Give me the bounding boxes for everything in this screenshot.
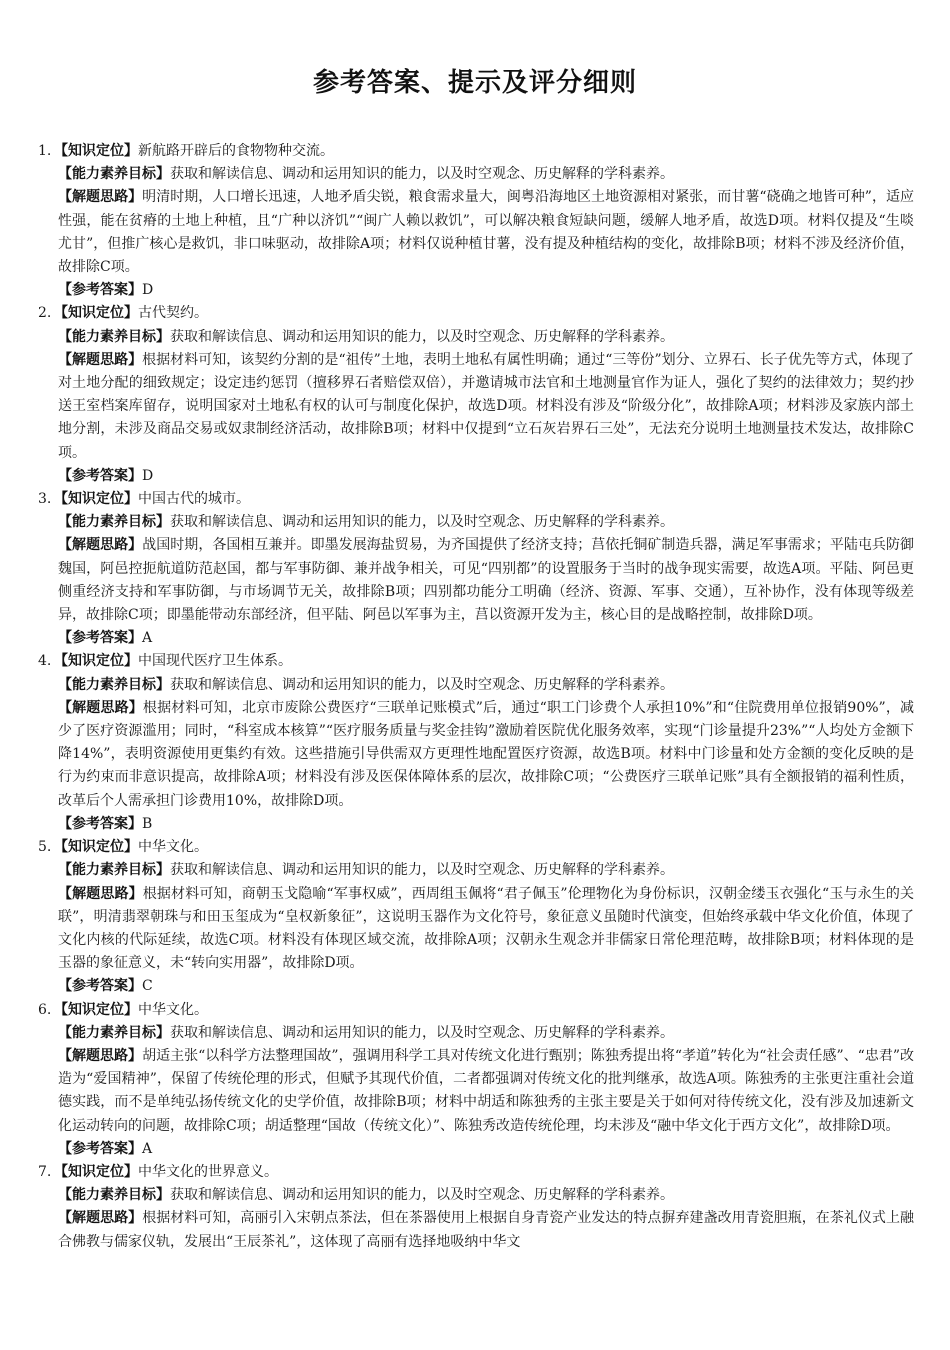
knowledge-label: 【知识定位】 — [54, 491, 138, 508]
idea-text: 战国时期，各国相互兼并。即墨发展海盐贸易，为齐国提供了经济支持；莒依托铜矿制造兵器，满足军事需求；平陆屯兵防御魏国，阿邑控扼航道防范赵国，都与军事防御、兼并战争相关，可见“四别都”的设置服务于当时的战争现实需要，故选A项。平陆、阿邑更侧重经济支持和军事防御，与市场调节无关，故排除B项；四别都功能分工明确（经济、资源、军事、交通），互补协作，没有体现等级差异，故排除C项；即墨能带动东部经济，但平陆、阿邑以军事为主，莒以资源开发为主，核心目的是战略控制，故排除D项。 — [58, 537, 914, 624]
question-block — [38, 1161, 914, 1254]
answer-row — [58, 813, 914, 836]
knowledge-row — [38, 999, 914, 1022]
knowledge-row — [38, 836, 914, 859]
question-number: 3. — [38, 491, 52, 508]
question-block — [38, 999, 914, 1161]
question-number: 5. — [38, 839, 52, 856]
idea-text: 根据材料可知，高丽引入宋朝点茶法，但在茶器使用上根据自身青瓷产业发达的特点摒弃建盏改用青瓷胆瓶，在茶礼仪式上融合佛教与儒家仪轨，发展出“王辰茶礼”，这体现了高丽有选择地吸纳中华文 — [58, 1210, 914, 1250]
question-block — [38, 140, 914, 302]
question-number: 6. — [38, 1001, 52, 1018]
answer-row — [58, 627, 914, 650]
knowledge-label: 【知识定位】 — [54, 1163, 138, 1180]
question-block — [38, 836, 914, 998]
ability-label: 【能力素养目标】 — [58, 514, 170, 531]
answer-label: 【参考答案】 — [58, 815, 142, 832]
ability-row — [58, 163, 914, 186]
knowledge-text: 中华文化。 — [138, 839, 208, 856]
answer-label: 【参考答案】 — [58, 282, 142, 299]
ability-row — [58, 1184, 914, 1207]
idea-row — [58, 883, 914, 976]
knowledge-label: 【知识定位】 — [54, 305, 138, 322]
idea-label: 【解题思路】 — [58, 885, 143, 902]
knowledge-row — [38, 302, 914, 325]
idea-text: 明清时期，人口增长迅速，人地矛盾尖锐，粮食需求量大，闽粤沿海地区土地资源相对紧张，而甘薯“硗确之地皆可种”，适应性强，能在贫瘠的土地上种植，且“广种以济饥”“闽广人赖以救饥”，可以解决粮食短缺问题，缓解人地矛盾，故选D项。材料仅提及“生啖尤甘”，但推广核心是救饥，非口味驱动，故排除A项；材料仅说种植甘薯，没有提及种植结构的变化，故排除B项；材料不涉及经济价值，故排除C项。 — [58, 189, 915, 276]
knowledge-text: 中华文化。 — [138, 1001, 208, 1018]
knowledge-text: 中国古代的城市。 — [138, 491, 250, 508]
ability-label: 【能力素养目标】 — [58, 1187, 170, 1204]
answer-label: 【参考答案】 — [58, 1140, 142, 1157]
ability-text: 获取和解读信息、调动和运用知识的能力，以及时空观念、历史解释的学科素养。 — [170, 1024, 674, 1041]
knowledge-text: 新航路开辟后的食物物种交流。 — [138, 143, 334, 159]
knowledge-text: 古代契约。 — [138, 305, 208, 322]
answer-text: A — [142, 630, 153, 647]
question-number: 7. — [38, 1163, 52, 1180]
idea-text: 胡适主张“以科学方法整理国故”，强调用科学工具对传统文化进行甄别；陈独秀提出将“孝道”转化为“社会责任感”、“忠君”改造为“爱国精神”，保留了传统伦理的形式，但赋予其现代价值，二者都强调对传统文化的批判继承，故选A项。陈独秀的主张更注重社会道德实践，而不是单纯弘扬传统文化的史学价值，故排除B项；材料中胡适和陈独秀的主张主要是关于如何对待传统文化，没有涉及加速新文化运动转向的问题，故排除C项；胡适整理“国故（传统文化）”、陈独秀改造传统伦理，均未涉及“融中华文化于西方文化”，故排除D项。 — [58, 1047, 914, 1134]
question-number: 4. — [38, 653, 52, 670]
ability-text: 获取和解读信息、调动和运用知识的能力，以及时空观念、历史解释的学科素养。 — [170, 166, 674, 183]
ability-label: 【能力素养目标】 — [58, 862, 170, 879]
idea-label: 【解题思路】 — [58, 1210, 143, 1227]
answer-content — [38, 140, 914, 1254]
idea-text: 根据材料可知，该契约分割的是“祖传”土地，表明土地私有属性明确；通过“三等份”划分、立界石、长子优先等方式，体现了对土地分配的细致规定；设定违约惩罚（擅移界石者赔偿双倍），并邀请城市法官和土地测量官作为证人，强化了契约的法律效力；契约抄送王室档案库留存，说明国家对土地私有权的认可与制度化保护，故选D项。材料没有涉及“阶级分化”，故排除A项；材料涉及家族内部土地分割，未涉及商品交易或奴隶制经济活动，故排除B项；材料中仅提到“立石灰岩界石三处”，无法充分说明土地测量技术发达，故排除C项。 — [58, 351, 914, 461]
ability-text: 获取和解读信息、调动和运用知识的能力，以及时空观念、历史解释的学科素养。 — [170, 514, 674, 531]
answer-text: D — [142, 282, 154, 299]
ability-label: 【能力素养目标】 — [58, 1024, 170, 1041]
answer-label: 【参考答案】 — [58, 467, 142, 484]
idea-label: 【解题思路】 — [58, 1047, 143, 1064]
idea-row — [58, 534, 914, 627]
answer-row — [58, 279, 914, 302]
idea-label: 【解题思路】 — [58, 537, 143, 554]
knowledge-row — [38, 1161, 914, 1184]
answer-row — [58, 1138, 914, 1161]
answer-text: D — [142, 467, 154, 484]
idea-row — [58, 349, 914, 465]
ability-row — [58, 859, 914, 882]
question-number: 1. — [38, 143, 52, 159]
question-block — [38, 488, 914, 650]
question-block — [38, 650, 914, 836]
answer-text: B — [142, 815, 153, 832]
ability-row — [58, 326, 914, 349]
idea-label: 【解题思路】 — [58, 699, 143, 716]
page-title: 参考答案、提示及评分细则 — [312, 68, 637, 98]
idea-text: 根据材料可知，北京市废除公费医疗“三联单记账模式”后，通过“职工门诊费个人承担10%”和“住院费用单位报销90%”，减少了医疗资源滥用；同时，“科室成本核算”“医疗服务质量与奖金挂钩”激励着医院优化服务效率，实现“门诊量提升23%”“人均处方金额下降14%”，表明资源使用更集约有效。这些措施引导供需双方更理性地配置医疗资源，故选B项。材料中门诊量和处方金额的变化反映的是行为约束而非意识提高，故排除A项；材料没有涉及医保体障体系的层次，故排除C项；“公费医疗三联单记账”具有全额报销的福利性质，改革后个人需承担门诊费用10%，故排除D项。 — [58, 699, 914, 809]
knowledge-text: 中华文化的世界意义。 — [138, 1163, 278, 1180]
idea-label: 【解题思路】 — [58, 351, 143, 368]
answer-text: A — [142, 1140, 153, 1157]
knowledge-text: 中国现代医疗卫生体系。 — [138, 653, 292, 670]
idea-row — [58, 1207, 914, 1253]
idea-row — [58, 186, 914, 279]
idea-text: 根据材料可知，商朝玉戈隐喻“军事权威”，西周组玉佩将“君子佩玉”伦理物化为身份标识，汉朝金缕玉衣强化“玉与永生的关联”，明清翡翠朝珠与和田玉玺成为“皇权新象征”，这说明玉器作为文化符号，象征意义虽随时代演变，但始终承载中华文化价值，体现了文化内核的代际延续，故选C项。材料没有体现区域交流，故排除A项；汉朝永生观念并非儒家日常伦理范畴，故排除B项；材料体现的是玉器的象征意义，未“转向实用器”，故排除D项。 — [58, 885, 914, 972]
ability-row — [58, 511, 914, 534]
answer-row — [58, 975, 914, 998]
knowledge-label: 【知识定位】 — [54, 839, 138, 856]
answer-label: 【参考答案】 — [58, 978, 142, 995]
ability-text: 获取和解读信息、调动和运用知识的能力，以及时空观念、历史解释的学科素养。 — [170, 1187, 674, 1204]
knowledge-label: 【知识定位】 — [54, 143, 138, 159]
knowledge-row — [38, 140, 914, 163]
ability-label: 【能力素养目标】 — [58, 166, 170, 183]
ability-text: 获取和解读信息、调动和运用知识的能力，以及时空观念、历史解释的学科素养。 — [170, 676, 674, 693]
ability-label: 【能力素养目标】 — [58, 676, 170, 693]
knowledge-row — [38, 650, 914, 673]
question-block — [38, 302, 914, 488]
ability-label: 【能力素养目标】 — [58, 328, 170, 345]
question-number: 2. — [38, 305, 52, 322]
knowledge-label: 【知识定位】 — [54, 1001, 138, 1018]
ability-text: 获取和解读信息、调动和运用知识的能力，以及时空观念、历史解释的学科素养。 — [170, 328, 674, 345]
answer-label: 【参考答案】 — [58, 630, 142, 647]
answer-row — [58, 465, 914, 488]
ability-text: 获取和解读信息、调动和运用知识的能力，以及时空观念、历史解释的学科素养。 — [170, 862, 674, 879]
ability-row — [58, 1022, 914, 1045]
idea-row — [58, 697, 914, 813]
knowledge-label: 【知识定位】 — [54, 653, 138, 670]
idea-label: 【解题思路】 — [58, 189, 143, 206]
answer-text: C — [142, 978, 153, 995]
ability-row — [58, 674, 914, 697]
idea-row — [58, 1045, 914, 1138]
knowledge-row — [38, 488, 914, 511]
